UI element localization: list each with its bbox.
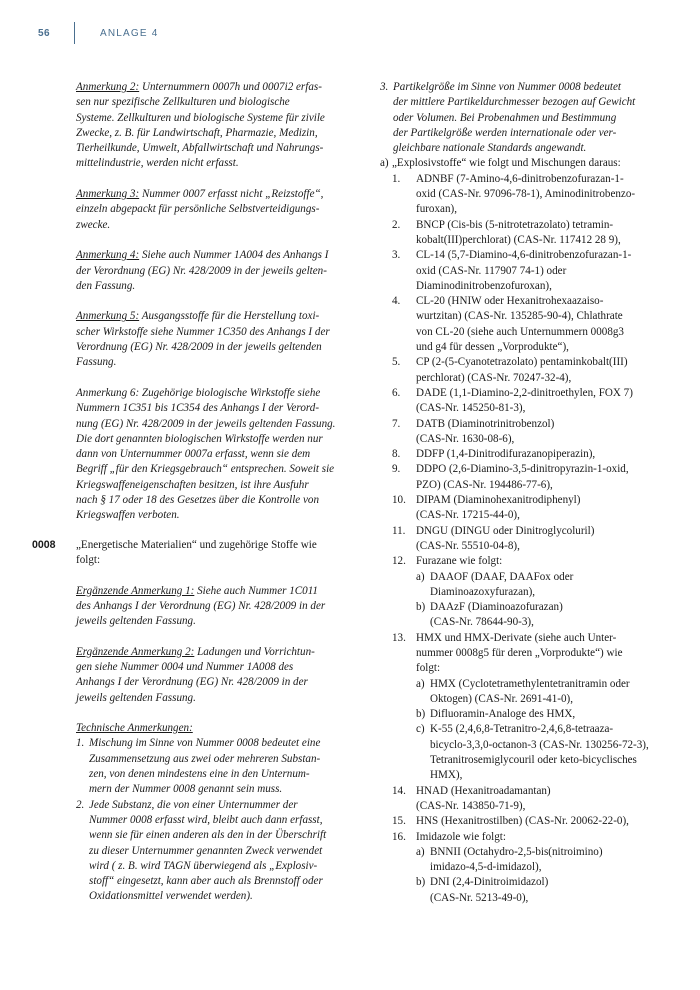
- text-line: (CAS-Nr. 1630-08-6),: [416, 432, 515, 445]
- text-line: DAAOF (DAAF, DAAFox oder: [430, 570, 574, 583]
- list-item: [392, 631, 652, 677]
- item-number: 3.: [392, 249, 401, 262]
- text-line: DDPO (2,6-Diamino-3,5-dinitropyrazin-1-oxid,: [416, 463, 629, 476]
- text-line: Ladungen und Vorrichtun-: [197, 645, 315, 658]
- text-line: Imidazole wie folgt:: [416, 830, 506, 843]
- item-text: [430, 600, 652, 631]
- sub-list: [416, 845, 652, 906]
- text-line: jeweils geltenden Fassung.: [76, 615, 196, 628]
- text-line: imidazo-4,5-d-imidazol),: [430, 861, 542, 874]
- text-line: Oxidationsmittel verwendet werden).: [89, 890, 253, 903]
- text-line: Difluoramin-Analoge des HMX,: [430, 708, 576, 721]
- list-item: [392, 248, 652, 294]
- note-label: Anmerkung 2:: [76, 81, 140, 93]
- subsection-text: „Explosivstoffe“ wie folgt und Mischungen daraus:: [392, 157, 621, 170]
- text-line: folgt:: [76, 553, 101, 566]
- text-line: DNGU (DINGU oder Dinitroglycoluril): [416, 524, 595, 537]
- right-column: [380, 80, 652, 906]
- text-line: Siehe auch Nummer 1C011: [197, 584, 318, 597]
- text-line: Furazane wie folgt:: [416, 555, 503, 568]
- item-text: [89, 798, 338, 905]
- text-line: Begriff „für den Kriegsgebrauch“ entsprechen. Soweit sie: [76, 463, 335, 476]
- item-text: [416, 493, 652, 524]
- text-line: oxid (CAS-Nr. 117907 74-1) oder: [416, 264, 567, 277]
- item-number: 8.: [392, 448, 401, 461]
- text-line: nummer 0008g5 für deren „Vorprodukte“) wie: [416, 646, 623, 659]
- text-line: DDFP (1,4-Dinitrodifurazanopiperazin),: [416, 448, 596, 461]
- text-line: der Verordnung (EG) Nr. 428/2009 in der jeweils gelten-: [76, 264, 327, 277]
- text-line: (CAS-Nr. 143850-71-9),: [416, 799, 526, 812]
- text-line: perchlorat) (CAS-Nr. 70247-32-4),: [416, 371, 572, 384]
- text-line: Tierheilkunde, Umwelt, Abfallwirtschaft und Nahrungs-: [76, 142, 324, 155]
- item-text: [430, 722, 652, 783]
- item-text: [430, 677, 652, 708]
- text-line: CL-14 (5,7-Diamino-4,6-dinitrobenzofurazan-1-: [416, 249, 632, 262]
- item-text: [430, 845, 652, 876]
- item-text: [416, 524, 652, 555]
- list-item: [392, 814, 652, 829]
- list-item: [392, 386, 652, 417]
- text-line: Die dort genannten biologischen Wirkstoffe werden nur: [76, 432, 323, 445]
- section-number: 0008: [32, 538, 56, 551]
- item-text: [416, 386, 652, 417]
- item-number: 15.: [392, 815, 406, 828]
- text-line: BNCP (Cis-bis (5-nitrotetrazolato) tetramin-: [416, 218, 614, 231]
- item-number: 2.: [392, 218, 401, 231]
- text-line: Fassung.: [76, 356, 117, 369]
- text-line: oxid (CAS-Nr. 97096-78-1), Aminodinitrobenzo-: [416, 188, 636, 201]
- section-0008: [32, 538, 338, 569]
- text-line: Ausgangsstoffe für die Herstellung toxi-: [141, 310, 320, 323]
- list-item: [392, 493, 652, 524]
- item-letter: b): [416, 708, 426, 721]
- sub-list-item: [416, 875, 652, 906]
- list-item: [392, 417, 652, 448]
- item-number: 16.: [392, 830, 406, 843]
- text-line: dann von Unternummer 0007a erfasst, wenn sie dem: [76, 448, 311, 461]
- sub-list-item: [416, 677, 652, 708]
- item-text: [416, 830, 652, 845]
- note-paragraph: [76, 248, 338, 294]
- text-line: der mittlere Partikeldurchmesser bezogen auf Gewicht: [393, 96, 636, 109]
- sub-list-item: [416, 570, 652, 601]
- text-line: K-55 (2,4,6,8-Tetranitro-2,4,6,8-tetraaza-: [430, 723, 614, 736]
- text-line: wenn sie für einen anderen als den in der Überschrift: [89, 829, 327, 842]
- text-line: Mischung im Sinne von Nummer 0008 bedeutet eine: [89, 737, 321, 750]
- item-number: 2.: [76, 798, 85, 811]
- text-line: gen siehe Nummer 0004 und Nummer 1A008 des: [76, 660, 294, 673]
- text-line: von CL-20 (siehe auch Unternummern 0008g3: [416, 325, 624, 338]
- text-line: einzeln abgepackt für persönliche Selbstverteidigungs-: [76, 203, 320, 216]
- text-line: (CAS-Nr. 55510-04-8),: [416, 539, 520, 552]
- text-line: DAAzF (Diaminoazofurazan): [430, 601, 563, 614]
- text-line: HNS (Hexanitrostilben) (CAS-Nr. 20062-22-0),: [416, 815, 629, 828]
- item-text: [416, 554, 652, 569]
- text-line: HNAD (Hexanitroadamantan): [416, 784, 551, 797]
- list-item: [392, 218, 652, 249]
- item-text: [416, 294, 652, 355]
- left-column: [32, 80, 338, 905]
- text-line: wird ( z. B. wird TAGN überwiegend als „Explosiv-: [89, 859, 318, 872]
- note-label: Anmerkung 3:: [76, 188, 140, 201]
- text-line: Anmerkung 6: Zugehörige biologische Wirkstoffe siehe: [76, 386, 321, 399]
- sub-list-item: [416, 707, 652, 722]
- text-line: Diaminodinitrobenzofuroxan),: [416, 279, 552, 292]
- item-number: 5.: [392, 356, 401, 369]
- text-line: Siehe auch Nummer 1A004 des Anhangs I: [141, 249, 329, 262]
- sub-list: [416, 677, 652, 784]
- item-text: [416, 462, 652, 493]
- item-number: 14.: [392, 784, 406, 797]
- item-text: [416, 355, 652, 386]
- text-line: den Fassung.: [76, 279, 136, 292]
- item-text: [430, 707, 652, 722]
- text-line: Kriegswaffen verboten.: [76, 509, 180, 522]
- technical-note-item: [76, 798, 338, 905]
- text-line: jeweils geltenden Fassung.: [76, 691, 196, 704]
- list-item: [392, 447, 652, 462]
- text-line: Partikelgröße im Sinne von Nummer 0008 bedeutet: [393, 81, 621, 93]
- text-line: sen nur spezifische Zellkulturen und biologische: [76, 96, 290, 109]
- note-paragraph: [76, 309, 338, 370]
- item-number: 1.: [76, 737, 85, 750]
- technical-note-item: [76, 736, 338, 797]
- item-number: 13.: [392, 631, 406, 644]
- text-line: PZO) (CAS-Nr. 194486-77-6),: [416, 478, 553, 491]
- text-line: HMX und HMX-Derivate (siehe auch Unter-: [416, 631, 617, 644]
- item-number: 3.: [380, 81, 389, 93]
- list-item: [392, 784, 652, 815]
- text-line: BNNII (Octahydro-2,5-bis(nitroimino): [430, 845, 603, 858]
- item-text: [416, 417, 652, 448]
- item-letter: a): [416, 570, 425, 583]
- item-text: [416, 218, 652, 249]
- item-text: [89, 736, 338, 797]
- text-line: kobalt(III)perchlorat) (CAS-Nr. 117412 28 9),: [416, 233, 621, 246]
- text-line: wurtzitan) (CAS-Nr. 135285-90-4), Chlathrate: [416, 310, 623, 323]
- text-line: Nummern 1C351 bis 1C354 des Anhangs I der Verord-: [76, 402, 320, 415]
- section-title: [76, 538, 338, 569]
- supplementary-note: [76, 584, 338, 630]
- technical-notes-heading: Technische Anmerkungen:: [76, 722, 193, 735]
- text-line: gleichbare nationale Standards angewandt.: [393, 142, 587, 155]
- text-line: des Anhangs I der Verordnung (EG) Nr. 428/2009 in der: [76, 599, 326, 612]
- item-text: [416, 784, 652, 815]
- note-label: Ergänzende Anmerkung 2:: [76, 645, 195, 658]
- item-number: 1.: [392, 172, 401, 185]
- text-line: Oktogen) (CAS-Nr. 2691-41-0),: [430, 692, 573, 705]
- text-line: scher Wirkstoffe siehe Nummer 1C350 des Anhangs I der: [76, 325, 330, 338]
- list-item: [392, 554, 652, 569]
- text-line: Unternummern 0007h und 0007i2 erfas-: [141, 81, 322, 93]
- note-paragraph: [76, 80, 338, 172]
- text-line: (CAS-Nr. 78644-90-3),: [430, 616, 534, 629]
- text-line: furoxan),: [416, 203, 457, 216]
- item-text: [416, 447, 652, 462]
- list-item: [392, 524, 652, 555]
- running-header-title: ANLAGE 4: [100, 28, 159, 39]
- explosives-list: [392, 172, 652, 906]
- text-line: mern der Nummer 0008 genannt sein muss.: [89, 783, 283, 796]
- text-line: der Partikelgröße werden internationale oder ver-: [393, 126, 617, 139]
- text-line: Nummer 0007 erfasst nicht „Reizstoffe“,: [141, 188, 324, 201]
- sub-list-item: [416, 600, 652, 631]
- text-line: DNI (2,4-Dinitroimidazol): [430, 876, 549, 889]
- text-line: (CAS-Nr. 17215-44-0),: [416, 509, 520, 522]
- text-line: CL-20 (HNIW oder Hexanitrohexaazaiso-: [416, 295, 604, 308]
- text-line: folgt:: [416, 662, 441, 675]
- text-line: (CAS-Nr. 5213-49-0),: [430, 891, 529, 904]
- text-line: HMX (Cyclotetramethylentetranitramin oder: [430, 677, 630, 690]
- text-line: „Energetische Materialien“ und zugehörige Stoffe wie: [76, 538, 317, 551]
- text-line: zwecke.: [76, 218, 111, 231]
- text-line: bicyclo-3,3,0-octanon-3 (CAS-Nr. 130256-72-3),: [430, 738, 649, 751]
- text-line: DADE (1,1-Diamino-2,2-dinitroethylen, FOX 7): [416, 386, 633, 399]
- text-line: DATB (Diaminotrinitrobenzol): [416, 417, 555, 430]
- item-text: [393, 80, 652, 156]
- item-number: 6.: [392, 386, 401, 399]
- item-text: [430, 570, 652, 601]
- note-paragraph: [76, 386, 338, 524]
- item-letter: b): [416, 601, 426, 614]
- item-letter: b): [416, 876, 426, 889]
- item-letter: a): [416, 677, 425, 690]
- item-number: 11.: [392, 524, 406, 537]
- sub-list: [416, 570, 652, 631]
- text-line: DIPAM (Diaminohexanitrodiphenyl): [416, 494, 581, 507]
- text-line: stoff“ eingesetzt, kann aber auch als Brennstoff oder: [89, 875, 323, 888]
- list-item: [392, 462, 652, 493]
- list-item: [392, 294, 652, 355]
- header-divider: [74, 22, 75, 44]
- sub-list-item: [416, 845, 652, 876]
- text-line: Zusammensetzung aus zwei oder mehreren Substan-: [89, 752, 321, 765]
- text-line: Systeme. Zellkulturen und biologische Systeme für zivile: [76, 111, 325, 124]
- item-text: [416, 814, 652, 829]
- item-number: 12.: [392, 555, 406, 568]
- item-letter: a): [416, 845, 425, 858]
- list-item: [392, 355, 652, 386]
- supplementary-note: [76, 645, 338, 706]
- text-line: nung (EG) Nr. 428/2009 in der jeweils geltenden Fassung.: [76, 417, 336, 430]
- text-line: Zwecke, z. B. für Landwirtschaft, Pharmazie, Medizin,: [76, 126, 318, 139]
- item-number: 7.: [392, 417, 401, 430]
- subsection-label: a): [380, 157, 389, 170]
- text-line: Anhangs I der Verordnung (EG) Nr. 428/2009 in der: [76, 676, 308, 689]
- text-line: HMX),: [430, 769, 463, 782]
- sub-list-item: [416, 722, 652, 783]
- text-line: Jede Substanz, die von einer Unternummer der: [89, 798, 298, 811]
- item-text: [416, 172, 652, 218]
- text-line: Kriegswaffeneigenschaften besitzen, ist ihre Ausfuhr: [76, 478, 309, 491]
- text-line: zen, von denen mindestens eine in den Unternum-: [89, 768, 310, 781]
- item-number: 10.: [392, 494, 406, 507]
- item-text: [416, 248, 652, 294]
- text-line: Nummer 0008 erfasst wird, bleibt auch dann erfasst,: [89, 813, 323, 826]
- text-line: (CAS-Nr. 145250-81-3),: [416, 402, 526, 415]
- subsection-a-heading: [380, 156, 652, 171]
- text-line: mittelindustrie, werden nicht erfasst.: [76, 157, 239, 170]
- text-line: zu dieser Unternummer genannten Zweck verwendet: [89, 844, 323, 857]
- item-number: 9.: [392, 463, 401, 476]
- page-number: 56: [38, 28, 51, 39]
- text-line: und g4 für dessen „Vorprodukte“),: [416, 341, 569, 354]
- text-line: Verordnung (EG) Nr. 428/2009 in der jeweils geltenden: [76, 341, 322, 354]
- text-line: Diaminoazoxyfurazan),: [430, 585, 536, 598]
- note-label: Anmerkung 4:: [76, 249, 140, 262]
- text-line: oder Volumen. Bei Probenahmen und Bestimmung: [393, 111, 617, 124]
- note-paragraph: [76, 187, 338, 233]
- item-text: [430, 875, 652, 906]
- text-line: Tetranitrosemiglycouril oder keto-bicyclisches: [430, 754, 637, 767]
- list-item: [392, 830, 652, 845]
- item-letter: c): [416, 723, 425, 736]
- text-line: nach § 17 oder 18 des Gesetzes über die Kontrolle von: [76, 494, 319, 507]
- technical-note-item: [380, 80, 652, 156]
- note-label: Ergänzende Anmerkung 1:: [76, 584, 195, 597]
- text-line: ADNBF (7-Amino-4,6-dinitrobenzofurazan-1-: [416, 172, 624, 185]
- list-item: [392, 172, 652, 218]
- text-line: CP (2-(5-Cyanotetrazolato) pentaminkobalt(III): [416, 356, 628, 369]
- note-label: Anmerkung 5:: [76, 310, 140, 323]
- item-number: 4.: [392, 295, 401, 308]
- item-text: [416, 631, 652, 677]
